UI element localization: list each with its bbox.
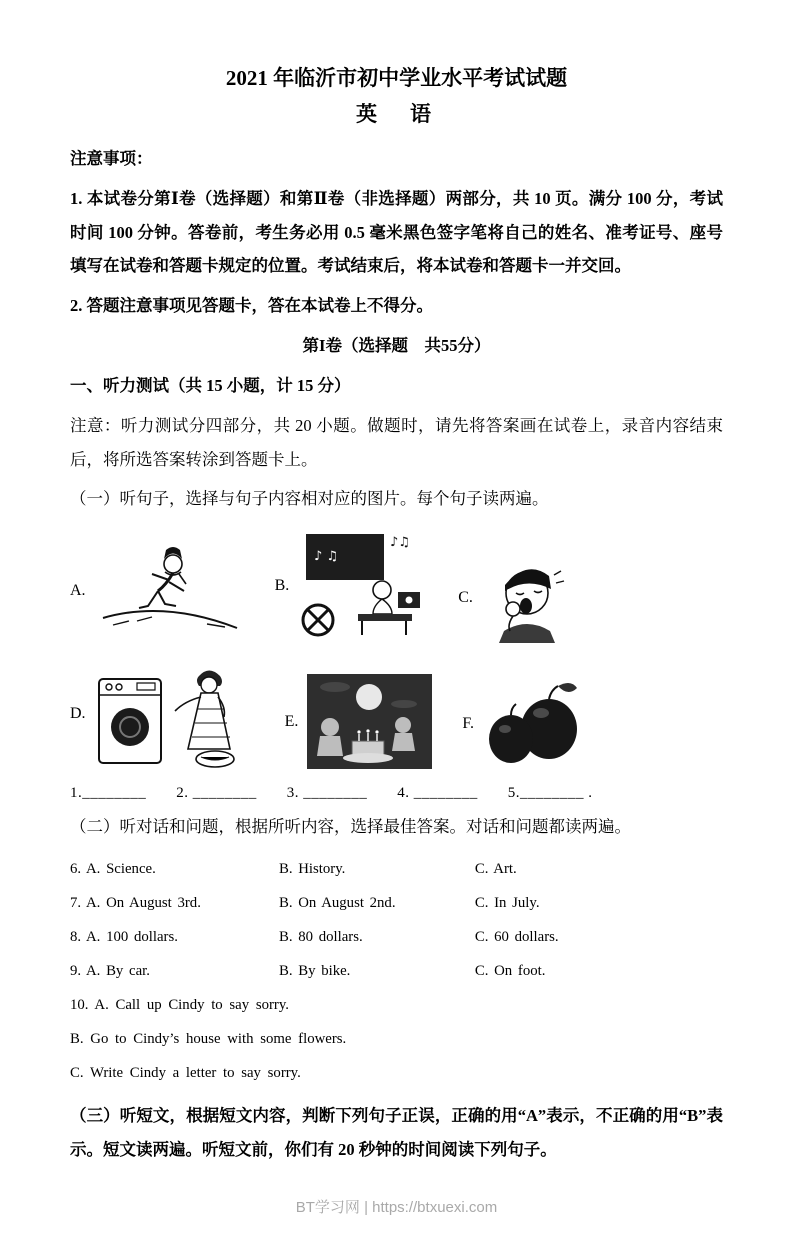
picture-label-f: F.: [462, 715, 474, 733]
watermark-footer: BT学习网 | https://btxuexi.com: [295, 1198, 498, 1216]
yawning-boy-illustration: [482, 553, 587, 643]
skating-child-picture: [95, 538, 245, 643]
question-9-option-c: C. On foot.: [474, 962, 546, 979]
notice-item-1: 1. 本试卷分第Ⅰ卷（选择题）和第Ⅱ卷（非选择题）两部分，共 10 页。满分 100 分，考试时间 100 分钟。答卷前，考生务必用 0.5 毫米黑色签字笔将自己的姓名、准考证号、座号填写在试卷和答题卡规定的位置。考试结束后，将本试卷和答题卡一并交回。: [70, 188, 723, 276]
question-6-option-a: 6. A. Science.: [70, 860, 156, 877]
blank-4[interactable]: 4. ________: [397, 785, 478, 802]
listening-section-heading: 一、听力测试（共 15 小题，计 15 分）: [70, 375, 351, 395]
picture-label-e: E.: [284, 712, 299, 730]
laundry-illustration: [95, 659, 255, 769]
picture-label-d: D.: [70, 705, 86, 723]
question-9-option-b: B. By bike.: [278, 962, 351, 979]
question-9-row: [70, 963, 723, 980]
question-9-option-a: 9. A. By car.: [70, 962, 150, 979]
plums-illustration: [483, 679, 588, 769]
question-6-option-c: C. Art.: [474, 860, 517, 877]
question-6-option-b: B. History.: [278, 860, 346, 877]
plums-picture: [483, 679, 588, 769]
svg-text:♪♫: ♪♫: [390, 535, 411, 551]
part-b-heading: （二）听对话和问题，根据所听内容，选择最佳答案。对话和问题都读两遍。: [70, 817, 631, 837]
laundry-picture: [95, 659, 255, 769]
picture-cell-b: [275, 528, 429, 643]
part-c-heading: （三）听短文，根据短文内容，判断下列句子正误，正确的用“A”表示，不正确的用“B”表示。短文读两遍。听短文前，你们有 20 秒钟的时间阅读下列句子。: [70, 1105, 723, 1159]
question-10-option-c: C. Write Cindy a letter to say sorry.: [70, 1064, 301, 1081]
blank-5[interactable]: 5.________ .: [507, 785, 593, 802]
picture-label-a: A.: [70, 581, 86, 599]
blank-2[interactable]: 2. ________: [176, 785, 257, 802]
picture-cell-a: [70, 538, 245, 643]
classroom-music-picture: [298, 528, 428, 643]
question-8-option-b: B. 80 dollars.: [278, 928, 363, 945]
moon-night-illustration: [307, 674, 432, 769]
picture-cell-e: [285, 674, 433, 769]
blank-1[interactable]: 1.________: [70, 785, 147, 802]
page-title: 2021 年临沂市初中学业水平考试试题: [225, 66, 568, 90]
question-8-row: [70, 929, 723, 946]
part-a-heading: （一）听句子，选择与句子内容相对应的图片。每个句子读两遍。: [70, 489, 549, 509]
picture-row-2: [70, 659, 723, 769]
subject-title: 英 语: [356, 102, 437, 126]
question-6-row: [70, 861, 723, 878]
question-7-option-a: 7. A. On August 3rd.: [70, 894, 201, 911]
skating-child-illustration: [95, 538, 245, 643]
notice-item-2: 2. 答题注意事项见答题卡，答在本试卷上不得分。: [70, 296, 433, 316]
question-8-option-a: 8. A. 100 dollars.: [70, 928, 178, 945]
picture-label-b: B.: [274, 576, 290, 594]
part1-title: 第I卷（选择题 共55分）: [302, 336, 491, 356]
question-10-option-b: B. Go to Cindy’s house with some flowers.: [70, 1030, 347, 1047]
blank-3[interactable]: 3. ________: [286, 785, 368, 802]
picture-cell-c: [458, 553, 587, 643]
classroom-music-illustration: [298, 528, 428, 643]
picture-cell-f: [462, 679, 588, 769]
picture-row-1: [70, 528, 723, 643]
question-7-option-b: B. On August 2nd.: [278, 894, 396, 911]
yawning-boy-picture: [482, 553, 587, 643]
question-7-row: [70, 895, 723, 912]
listening-note: 注意：听力测试分四部分，共 20 小题。做题时，请先将答案画在试卷上，录音内容结束后，将所选答案转涂到答题卡上。: [70, 415, 723, 469]
notice-heading: 注意事项：: [70, 149, 153, 168]
svg-text:♪ ♫: ♪ ♫: [314, 549, 339, 565]
question-8-option-c: C. 60 dollars.: [474, 928, 559, 945]
picture-label-c: C.: [458, 589, 473, 607]
picture-cell-d: [70, 659, 255, 769]
question-10-option-a: 10. A. Call up Cindy to say sorry.: [70, 996, 289, 1013]
moon-night-picture: [307, 674, 432, 769]
question-7-option-c: C. In July.: [474, 894, 540, 911]
answer-blanks-row: [70, 785, 723, 802]
